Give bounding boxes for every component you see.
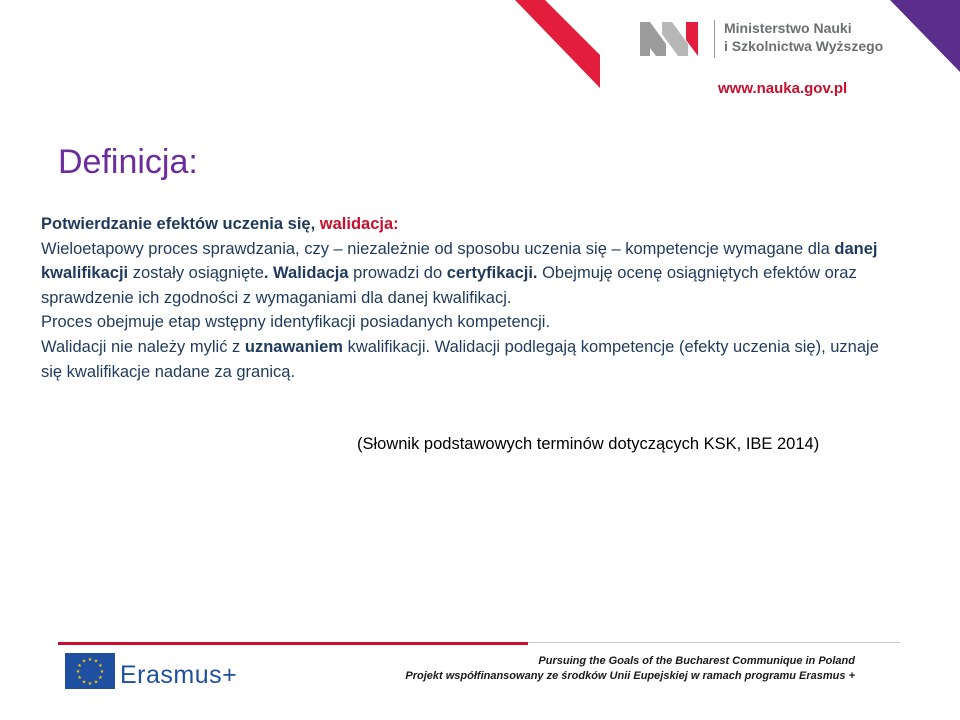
eu-flag-icon: [65, 653, 115, 689]
svg-text:★: ★: [98, 675, 103, 681]
definition-heading: [41, 212, 901, 237]
footer-line-2: Projekt współfinansowany ze środków Unii Eupejskiej w ramach programu Erasmus +: [405, 670, 855, 682]
svg-text:★: ★: [87, 681, 93, 687]
slide-title: Definicja:: [58, 143, 198, 181]
p3-text-2: kwalifikacji. Walidacji podlegają kompetencje (efekty uczenia się), uznaje się kwalifikacje nadane za granicą.: [41, 337, 879, 381]
p1-bold-3: certyfikacji.: [446, 264, 538, 283]
svg-text:★: ★: [93, 679, 99, 686]
ministry-url-link[interactable]: www.nauka.gov.pl: [718, 80, 848, 97]
erasmus-label: Erasmus+: [120, 661, 238, 689]
svg-text:★: ★: [98, 663, 103, 669]
p1-text-2: zostały osiągnięte: [128, 264, 264, 283]
corner-decoration-purple: [890, 0, 960, 80]
p1-bold-2: . Walidacja: [263, 264, 349, 283]
svg-text:★: ★: [75, 669, 81, 675]
definition-paragraph-1: [41, 237, 901, 311]
p3-text-1: Walidacji nie należy mylić z: [41, 337, 245, 356]
ministry-name-line2: i Szkolnictwa Wyższego: [724, 38, 884, 54]
corner-decoration-red: [0, 0, 600, 110]
svg-text:★: ★: [87, 657, 93, 663]
p1-bold-1: danej kwalifikacji: [41, 239, 878, 283]
svg-text:★: ★: [81, 658, 87, 665]
footer-divider-red: [58, 642, 528, 645]
svg-text:★: ★: [77, 663, 82, 669]
definition-paragraph-2: Proces obejmuje etap wstępny identyfikacji posiadanych kompetencji.: [41, 313, 551, 332]
p3-bold-1: uznawaniem: [244, 337, 343, 356]
svg-text:★: ★: [81, 679, 87, 686]
footer-divider-gray: [528, 642, 900, 643]
p1-text-3: prowadzi do: [348, 264, 447, 283]
definition-body: [41, 212, 901, 384]
ministry-logo: [640, 18, 900, 62]
footer-line-1: Pursuing the Goals of the Bucharest Communique in Poland: [538, 655, 855, 667]
ministry-name: [724, 19, 883, 55]
heading-comma: ,: [310, 215, 316, 233]
citation: (Słownik podstawowych terminów dotyczących KSK, IBE 2014): [357, 435, 820, 453]
definition-paragraph-3: [41, 335, 901, 384]
heading-accent: walidacja:: [315, 215, 399, 233]
svg-text:★: ★: [93, 658, 99, 665]
svg-text:★: ★: [77, 675, 82, 681]
ministry-name-line1: Ministerstwo Nauki: [724, 20, 852, 36]
svg-text:★: ★: [99, 669, 105, 675]
ministry-mark-icon: [640, 22, 704, 56]
p1-text-4: Obejmuję ocenę osiągniętych efektów oraz sprawdzenie ich zgodności z wymaganiami dla danej kwalifikacj.: [41, 264, 857, 307]
ministry-divider: [714, 20, 715, 58]
p1-text-1: Wieloetapowy proces sprawdzania, czy – niezależnie od sposobu uczenia się – kompetencje wymagane dla: [41, 239, 835, 258]
heading-main: Potwierdzanie efektów uczenia się: [41, 215, 311, 233]
footer-notes: [405, 654, 855, 684]
